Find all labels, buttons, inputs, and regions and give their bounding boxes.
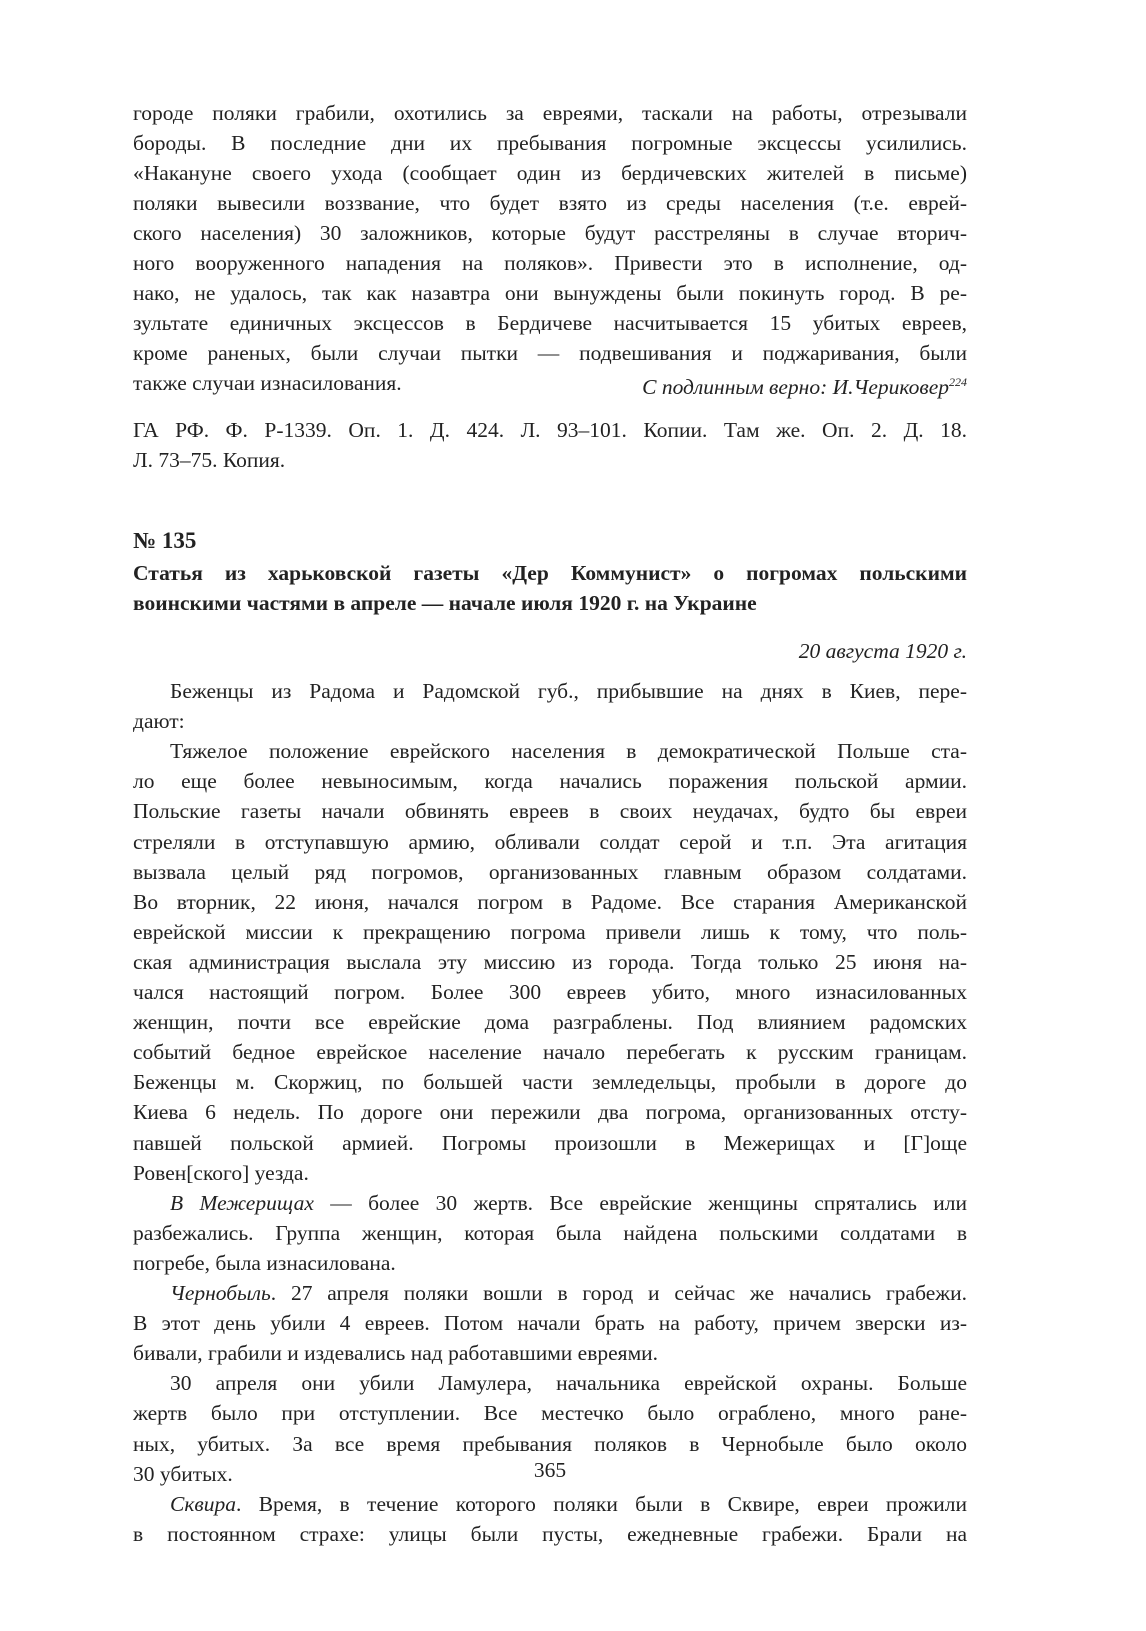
text-line bbox=[133, 766, 967, 796]
text-span: Беженцы м. Скоржиц, по большей части земледельцы, пробыли в дороге до bbox=[133, 1070, 967, 1095]
text-line bbox=[133, 827, 967, 857]
text-line: ного вооруженного нападения на поляков». Привести это в исполнение, од- bbox=[133, 251, 967, 275]
document-title-line: воинскими частями в апреле — начале июля 1920 г. на Украине bbox=[133, 591, 757, 615]
text-span: разбежались. Группа женщин, которая была найдена польскими солдатами в bbox=[133, 1220, 967, 1245]
text-line: также случаи изнасилования. bbox=[133, 371, 402, 395]
text-line bbox=[133, 1158, 967, 1188]
text-line bbox=[133, 917, 967, 947]
document-date: 20 августа 1920 г. bbox=[798, 639, 967, 663]
text-span: . 27 апреля поляки вошли в город и сейчас же начались грабежи. bbox=[270, 1281, 967, 1305]
text-line bbox=[133, 1519, 967, 1549]
text-line bbox=[170, 1368, 967, 1398]
text-line: поляки вывесили воззвание, что будет взято из среды населения (т.е. еврей- bbox=[133, 191, 967, 215]
text-line bbox=[133, 1429, 967, 1459]
text-span: — более 30 жертв. Все еврейские женщины спрятались или bbox=[313, 1190, 968, 1215]
text-line bbox=[133, 1338, 967, 1368]
footnote-ref: 224 bbox=[949, 375, 967, 389]
archive-source-line: ГА РФ. Ф. Р-1339. Оп. 1. Д. 424. Л. 93–101. Копии. Там же. Оп. 2. Д. 18. bbox=[133, 418, 967, 442]
document-title-line: Статья из харьковской газеты «Дер Коммунист» о погромах польскими bbox=[133, 561, 967, 585]
signature bbox=[133, 367, 967, 402]
text-span: ло еще более невыносимым, когда начались поражения польской армии. bbox=[133, 769, 967, 794]
text-span: В этот день убили 4 евреев. Потом начали брать на работу, причем зверски из- bbox=[133, 1311, 967, 1336]
text-span: 30 убитых. bbox=[133, 1461, 233, 1486]
text-span: . Время, в течение которого поляки были в Сквире, евреи прожили bbox=[235, 1491, 967, 1516]
document-number: № 135 bbox=[133, 528, 197, 553]
text-line bbox=[170, 1188, 967, 1218]
place-name: Чернобыль bbox=[170, 1281, 271, 1305]
text-line bbox=[133, 1218, 967, 1248]
text-span: событий бедное еврейское население начало перебегать к русским границам. bbox=[133, 1040, 967, 1065]
text-span: в постоянном страхе: улицы были пусты, ежедневные грабежи. Брали на bbox=[133, 1521, 967, 1546]
text-span: павшей польской армией. Погромы произошли в Межерищах и [Г]още bbox=[133, 1130, 967, 1155]
text-span: ных, убитых. За все время пребывания поляков в Чернобыле было около bbox=[133, 1431, 967, 1456]
text-span: жертв было при отступлении. Все местечко было ограблено, много ране- bbox=[133, 1401, 967, 1426]
text-span: Киева 6 недель. По дороге они пережили два погрома, организованных отсту- bbox=[133, 1100, 967, 1125]
text-line: «Накануне своего ухода (сообщает один из бердичевских жителей в письме) bbox=[133, 161, 967, 185]
text-line bbox=[133, 1067, 967, 1097]
text-span: ская администрация выслала эту миссию из города. Тогда только 25 июня на- bbox=[133, 949, 967, 974]
text-line bbox=[133, 1097, 967, 1127]
text-line bbox=[133, 796, 967, 826]
text-line: кроме раненых, были случаи пытки — подвешивания и поджаривания, были bbox=[133, 341, 967, 365]
text-line bbox=[133, 1037, 967, 1067]
text-line bbox=[133, 977, 967, 1007]
text-span: Польские газеты начали обвинять евреев в своих неудачах, будто бы евреи bbox=[133, 799, 967, 824]
text-span: еврейской миссии к прекращению погрома привели лишь к тому, что поль- bbox=[133, 919, 967, 944]
text-span: Во вторник, 22 июня, начался погром в Радоме. Все старания Американской bbox=[133, 889, 967, 914]
text-span: вызвала целый ряд погромов, организованных главным образом солдатами. bbox=[133, 859, 967, 884]
text-span: женщин, почти все еврейские дома разграблены. Под влиянием радомских bbox=[133, 1010, 967, 1035]
text-line bbox=[133, 1007, 967, 1037]
text-line bbox=[133, 857, 967, 887]
text-span: Ровен[ского] уезда. bbox=[133, 1160, 309, 1185]
text-line bbox=[170, 1489, 967, 1519]
text-line bbox=[133, 706, 967, 736]
text-line: ского населения) 30 заложников, которые будут расстреляны в случае вторич- bbox=[133, 221, 967, 245]
text-span: стреляли в отступавшую армию, обливали солдат серой и т.п. Эта агитация bbox=[133, 829, 967, 854]
text-span: чался настоящий погром. Более 300 евреев убито, много изнасилованных bbox=[133, 980, 967, 1004]
text-span: Тяжелое положение еврейского населения в демократической Польше ста- bbox=[170, 739, 967, 764]
text-span: бивали, грабили и издевались над работавшими евреями. bbox=[133, 1341, 659, 1366]
page-number: 365 bbox=[533, 1458, 567, 1482]
text-line bbox=[170, 676, 967, 706]
text-line: городе поляки грабили, охотились за евреями, таскали на работы, отрезывали bbox=[133, 101, 967, 125]
place-name: В Межерищах bbox=[170, 1190, 314, 1215]
text-line: бороды. В последние дни их пребывания погромные эксцессы усилились. bbox=[133, 131, 967, 155]
text-line bbox=[133, 1128, 967, 1158]
text-line bbox=[133, 1248, 967, 1278]
archive-source-line: Л. 73–75. Копия. bbox=[133, 448, 286, 472]
text-span: Беженцы из Радома и Радомской губ., прибывшие на днях в Киев, пере- bbox=[170, 679, 967, 703]
place-name: Сквира bbox=[170, 1491, 236, 1516]
text-line: нако, не удалось, так как назавтра они вынуждены были покинуть город. В ре- bbox=[133, 281, 967, 305]
text-line bbox=[170, 1278, 967, 1308]
text-line bbox=[170, 736, 967, 766]
text-line bbox=[133, 887, 967, 917]
text-line bbox=[133, 1398, 967, 1428]
text-span: дают: bbox=[133, 709, 185, 734]
text-span: 30 апреля они убили Ламулера, начальника еврейской охраны. Больше bbox=[170, 1371, 967, 1396]
text-line: зультате единичных эксцессов в Бердичеве насчитывается 15 убитых евреев, bbox=[133, 311, 967, 335]
signature-text: С подлинным верно: И.Чериковер bbox=[642, 375, 949, 400]
text-line bbox=[133, 947, 967, 977]
text-span: погребе, была изнасилована. bbox=[133, 1250, 396, 1275]
text-line bbox=[133, 1308, 967, 1338]
